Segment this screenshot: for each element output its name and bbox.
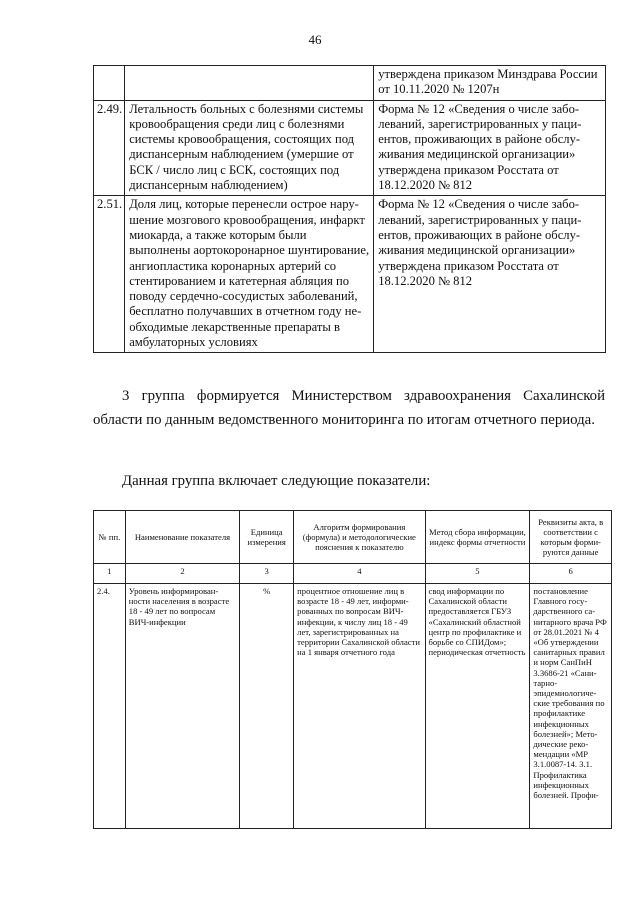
table-row bbox=[94, 196, 606, 353]
table-header-row bbox=[94, 511, 612, 564]
indicator-source: Форма № 12 «Сведения о числе заболеваний, зарегистрированных у пациентов, проживающих в районе обслуживания медицинской организации» утверждена приказом Росстата от 18.12.2020 № 812 bbox=[374, 100, 606, 196]
row-number: 2.51. bbox=[94, 196, 125, 353]
header-method: Метод сбора информации, индекс формы отчетности bbox=[425, 511, 530, 564]
column-index: 4 bbox=[294, 564, 425, 584]
header-unit: Единица измерения bbox=[240, 511, 294, 564]
indicator-method: свод информации по Сахалинской области предоставляется ГБУЗ «Сахалинский областной центр по профилактике и борьбе со СПИДом»; периодическая отчетность bbox=[425, 584, 530, 829]
indicator-name bbox=[125, 66, 374, 101]
table-row bbox=[94, 584, 612, 829]
indicator-name: Летальность больных с болезнями системы кровообращения среди лиц с болезнями системы кровообращения, состоящих под диспансерным наблюдением (умершие от БСК / число лиц с БСК, состоящих под диспансерным наблюдением) bbox=[125, 100, 374, 196]
indicator-source: утверждена приказом Минздрава России от 10.11.2020 № 1207н bbox=[374, 66, 606, 101]
page-number: 46 bbox=[308, 32, 322, 47]
group-3-paragraph: 3 группа формируется Министерством здравоохранения Сахалинской области по данным ведомственного мониторинга по итогам отчетного периода. bbox=[93, 388, 605, 428]
indicator-act-details: постановление Главного государственного санитарного врача РФ от 28.01.2021 № 4 «Об утверждении санитарных правил и норм СанПиН 3.3686-21 «Санитарно-эпидемиологические требования по профилактике инфекционных болезней»; Методические рекомендации «МР 3.1.0087-14. 3.1. Профилактика инфекционных болезней. Профи- bbox=[530, 584, 612, 829]
indicator-name: Доля лиц, которые перенесли острое нарушение мозгового кровообращения, инфаркт миокарда, а также которым были выполнены аортокоронарное шунтирование, ангиопластика коронарных артерий со стентированием и катетерная абляция по поводу сердечно-сосудистых заболеваний, бесплатно получавших в отчетном году необходимые лекарственные препараты в амбулаторных условиях bbox=[125, 196, 374, 353]
column-index: 5 bbox=[425, 564, 530, 584]
header-indicator-name: Наименование показателя bbox=[125, 511, 239, 564]
column-index: 6 bbox=[530, 564, 612, 584]
row-number bbox=[94, 66, 125, 101]
table-row bbox=[94, 66, 606, 101]
top-indicator-table bbox=[93, 65, 606, 353]
group-3-indicator-table bbox=[93, 510, 612, 829]
row-number: 2.49. bbox=[94, 100, 125, 196]
indicator-unit: % bbox=[240, 584, 294, 829]
indicators-intro-paragraph: Данная группа включает следующие показатели: bbox=[122, 473, 431, 489]
row-number: 2.4. bbox=[94, 584, 126, 829]
header-act-details: Реквизиты акта, в соответствии с которым формируются данные bbox=[530, 511, 612, 564]
table-row bbox=[94, 100, 606, 196]
indicator-name: Уровень информированности населения в возрасте 18 - 49 лет по вопросам ВИЧ-инфекции bbox=[125, 584, 239, 829]
column-index: 3 bbox=[240, 564, 294, 584]
column-index: 2 bbox=[125, 564, 239, 584]
column-index: 1 bbox=[94, 564, 126, 584]
column-index-row bbox=[94, 564, 612, 584]
indicator-algorithm: процентное отношение лиц в возрасте 18 - 49 лет, информированных по вопросам ВИЧ-инфекции, к числу лиц 18 - 49 лет, зарегистрированных на территории Сахалинской области на 1 января отчетного года bbox=[294, 584, 425, 829]
header-algorithm: Алгоритм формирования (формула) и методологические пояснения к показателю bbox=[294, 511, 425, 564]
header-number: № пп. bbox=[94, 511, 126, 564]
indicator-source: Форма № 12 «Сведения о числе заболеваний, зарегистрированных у пациентов, проживающих в районе обслуживания медицинской организации» утверждена приказом Росстата от 18.12.2020 № 812 bbox=[374, 196, 606, 353]
